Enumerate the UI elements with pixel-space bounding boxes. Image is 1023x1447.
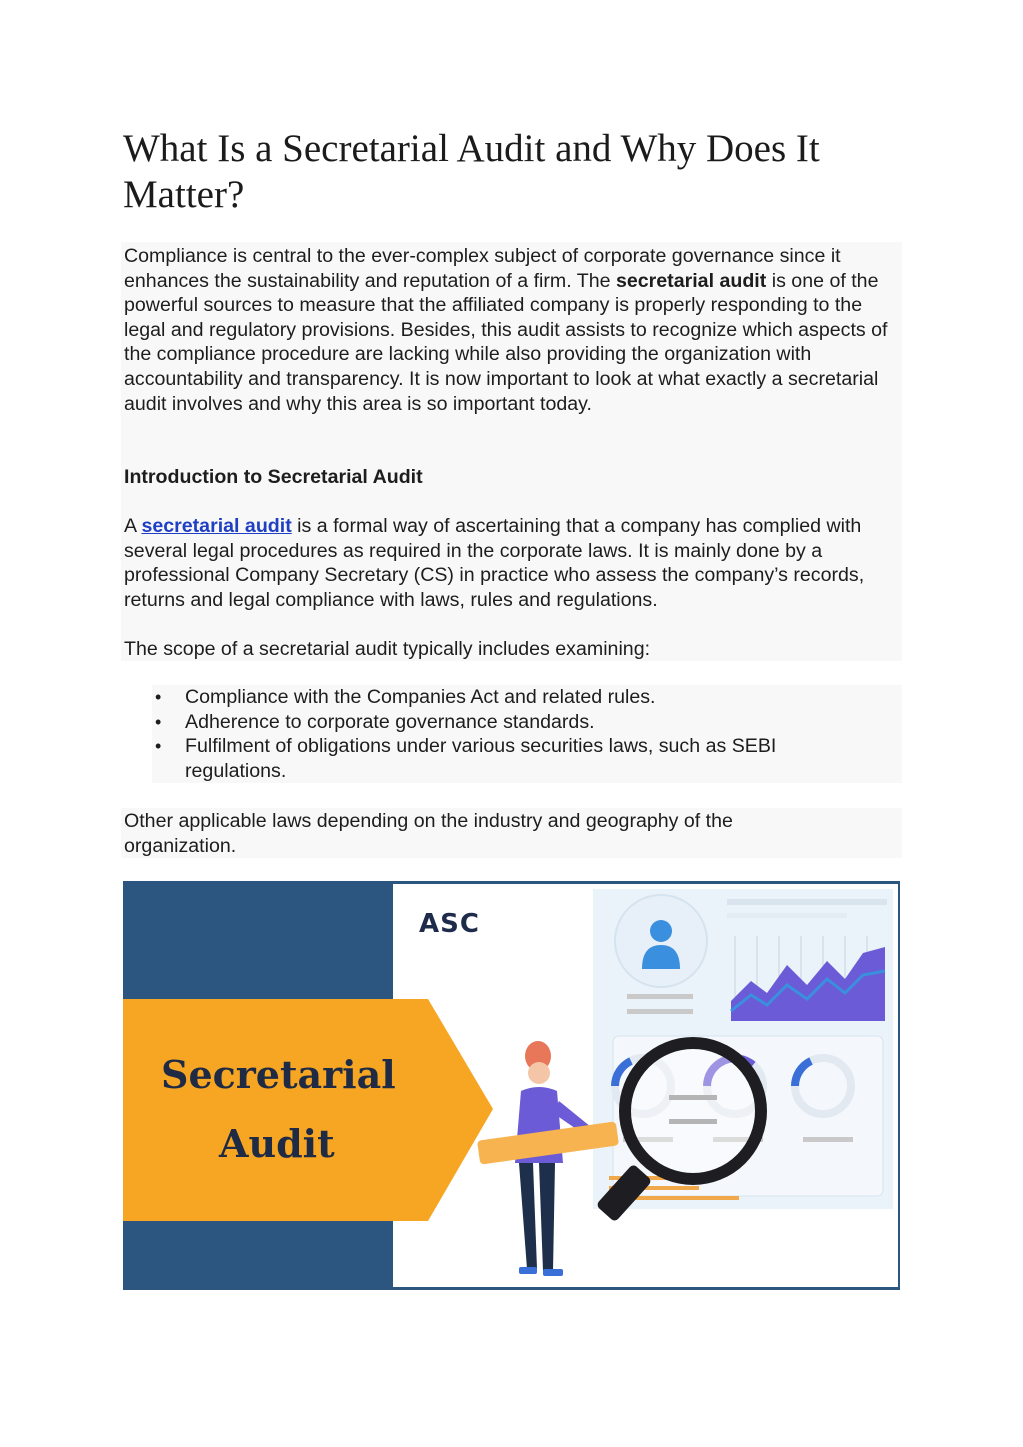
- other-laws-block: [121, 808, 902, 858]
- list-item: • Fulfilment of obligations under various securities laws, such as SEBI regulations.: [152, 734, 845, 783]
- intro-paragraph: [121, 244, 899, 416]
- asc-logo: ASC: [419, 909, 480, 939]
- definition-paragraph: [121, 514, 899, 612]
- secretarial-audit-banner: [123, 881, 900, 1290]
- section-heading: Introduction to Secretarial Audit: [124, 466, 423, 488]
- banner-illustration: [123, 881, 900, 1290]
- definition-text-start: A: [124, 515, 142, 537]
- page-title: What Is a Secretarial Audit and Why Does It Matter?: [123, 127, 820, 216]
- scope-list: [152, 685, 902, 783]
- intro-text-end: is one of the powerful sources to measure that the affiliated company is properly responding to the legal and regulatory provisions. Besides, this audit assists to recognize which aspects of the compliance procedure are lacking while also providing the organization with accountability and transparency. It is now important to look at what exactly a secretarial audit involves and why this area is so important today.: [124, 269, 888, 415]
- banner-title-line1: Secretarial: [161, 1052, 396, 1097]
- definition-text-end: is a formal way of ascertaining that a company has complied with several legal procedures as required in the corporate laws. It is mainly done by a professional Company Secretary (CS) in practice who assess the company’s records, returns and legal compliance with laws, rules and regulations.: [124, 515, 865, 611]
- intro-text-start: Compliance is central to the ever-complex subject of corporate governance since it enhances the sustainability and reputation of a firm. The: [124, 245, 841, 292]
- secretarial-audit-link[interactable]: secretarial audit: [141, 515, 292, 537]
- list-item: • Adherence to corporate governance standards.: [152, 710, 902, 735]
- banner-title-line2: Audit: [219, 1121, 335, 1166]
- scope-intro: The scope of a secretarial audit typically includes examining:: [124, 638, 651, 660]
- list-item: • Compliance with the Companies Act and related rules.: [152, 685, 902, 710]
- scope-list-block: [152, 685, 902, 783]
- article-body-block: [121, 242, 902, 661]
- orange-arrow-banner: [123, 999, 493, 1221]
- other-laws-paragraph: Other applicable laws depending on the industry and geography of the organization.: [124, 810, 733, 857]
- intro-bold-term: secretarial audit: [615, 269, 767, 292]
